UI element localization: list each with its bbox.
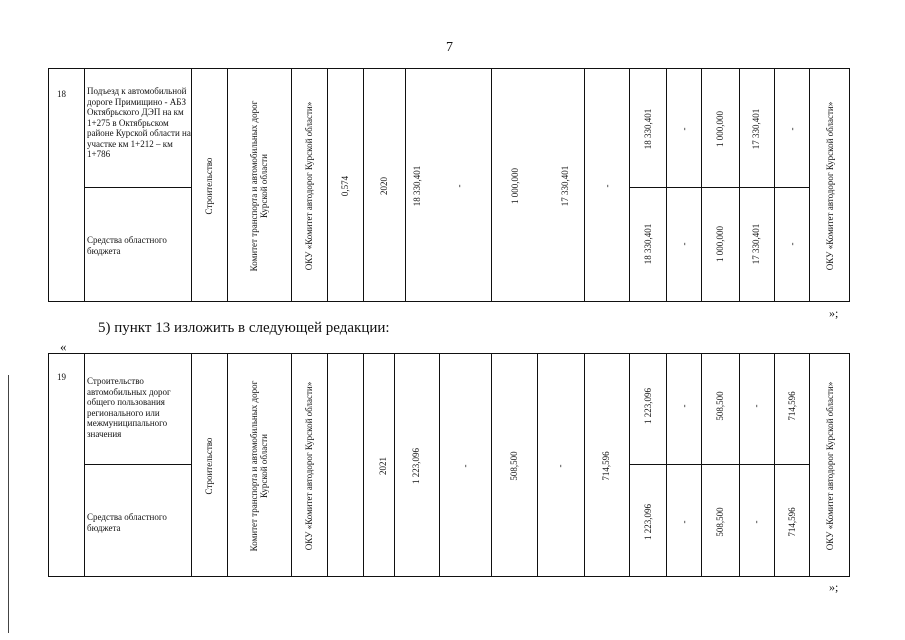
margin-line xyxy=(8,375,9,633)
year-cost-top: 508,500 xyxy=(715,391,725,421)
year-cost-top: - xyxy=(787,127,797,131)
table-row-19 xyxy=(48,353,850,577)
year-cost-bottom: 17 330,401 xyxy=(751,223,761,265)
year-cost-bottom: - xyxy=(751,520,761,524)
year-cost-top: 1 000,000 xyxy=(715,111,725,147)
executor: ОКУ «Комитет автодорог Курской области» xyxy=(304,381,314,551)
cost-1: 508,500 xyxy=(509,451,519,481)
row-number: 18 xyxy=(57,89,66,99)
executor-right: ОКУ «Комитет автодорог Курской области» xyxy=(825,101,835,271)
page-number: 7 xyxy=(446,40,453,55)
work-type: Строительство xyxy=(204,157,214,215)
dash-value: - xyxy=(454,184,464,188)
year-cost-bottom: 714,596 xyxy=(787,507,797,537)
year-cost-top: - xyxy=(751,404,761,408)
dash-value: - xyxy=(602,184,612,188)
executor-right: ОКУ «Комитет автодорог Курской области» xyxy=(825,381,835,551)
object-name: Подъезд к автомобильной дороге Примищино - АБЗ Октябрьского ДЭП на км 1+275 в Октябрьском районе Курской области на участке км 1+212 – км 1+786 xyxy=(87,86,191,159)
total-cost: 1 223,096 xyxy=(411,448,421,484)
executor: ОКУ «Комитет автодорог Курской области» xyxy=(304,101,314,271)
cost-2: 17 330,401 xyxy=(560,165,570,207)
row-number: 19 xyxy=(57,372,66,382)
closing-quote: »; xyxy=(829,306,839,320)
year-cost-bottom: 508,500 xyxy=(715,507,725,537)
cost-2: 714,596 xyxy=(601,451,611,481)
year-cost-bottom: - xyxy=(679,520,689,524)
length: 0,574 xyxy=(340,175,350,197)
year-cost-bottom: 1 000,000 xyxy=(715,226,725,262)
total-cost: 18 330,401 xyxy=(412,165,422,207)
customer: Комитет транспорта и автомобильных дорог Курской области xyxy=(249,380,269,552)
year: 2021 xyxy=(378,457,388,475)
work-type: Строительство xyxy=(204,437,214,495)
year-cost-bottom: 18 330,401 xyxy=(643,223,653,265)
dash-value: - xyxy=(460,464,470,468)
cost-1: 1 000,000 xyxy=(510,168,520,204)
year-cost-top: - xyxy=(679,404,689,408)
dash-value: - xyxy=(555,464,565,468)
funding-source: Средства областного бюджета xyxy=(87,235,167,256)
closing-quote: »; xyxy=(829,580,839,594)
customer: Комитет транспорта и автомобильных дорог Курской области xyxy=(249,100,269,272)
year: 2020 xyxy=(379,177,389,195)
year-cost-top: 18 330,401 xyxy=(643,108,653,150)
opening-quote: « xyxy=(60,339,67,354)
funding-source: Средства областного бюджета xyxy=(87,512,167,533)
year-cost-bottom: - xyxy=(787,242,797,246)
object-name: Строительство автомобильных дорог общего пользования регионального или межмуниципального значения xyxy=(87,376,171,439)
year-cost-top: - xyxy=(679,127,689,131)
year-cost-bottom: 1 223,096 xyxy=(643,504,653,540)
year-cost-top: 714,596 xyxy=(787,391,797,421)
amendment-paragraph: 5) пункт 13 изложить в следующей редакции: xyxy=(98,320,390,336)
table-row-18 xyxy=(48,68,850,302)
year-cost-top: 1 223,096 xyxy=(643,388,653,424)
year-cost-bottom: - xyxy=(679,242,689,246)
year-cost-top: 17 330,401 xyxy=(751,108,761,150)
